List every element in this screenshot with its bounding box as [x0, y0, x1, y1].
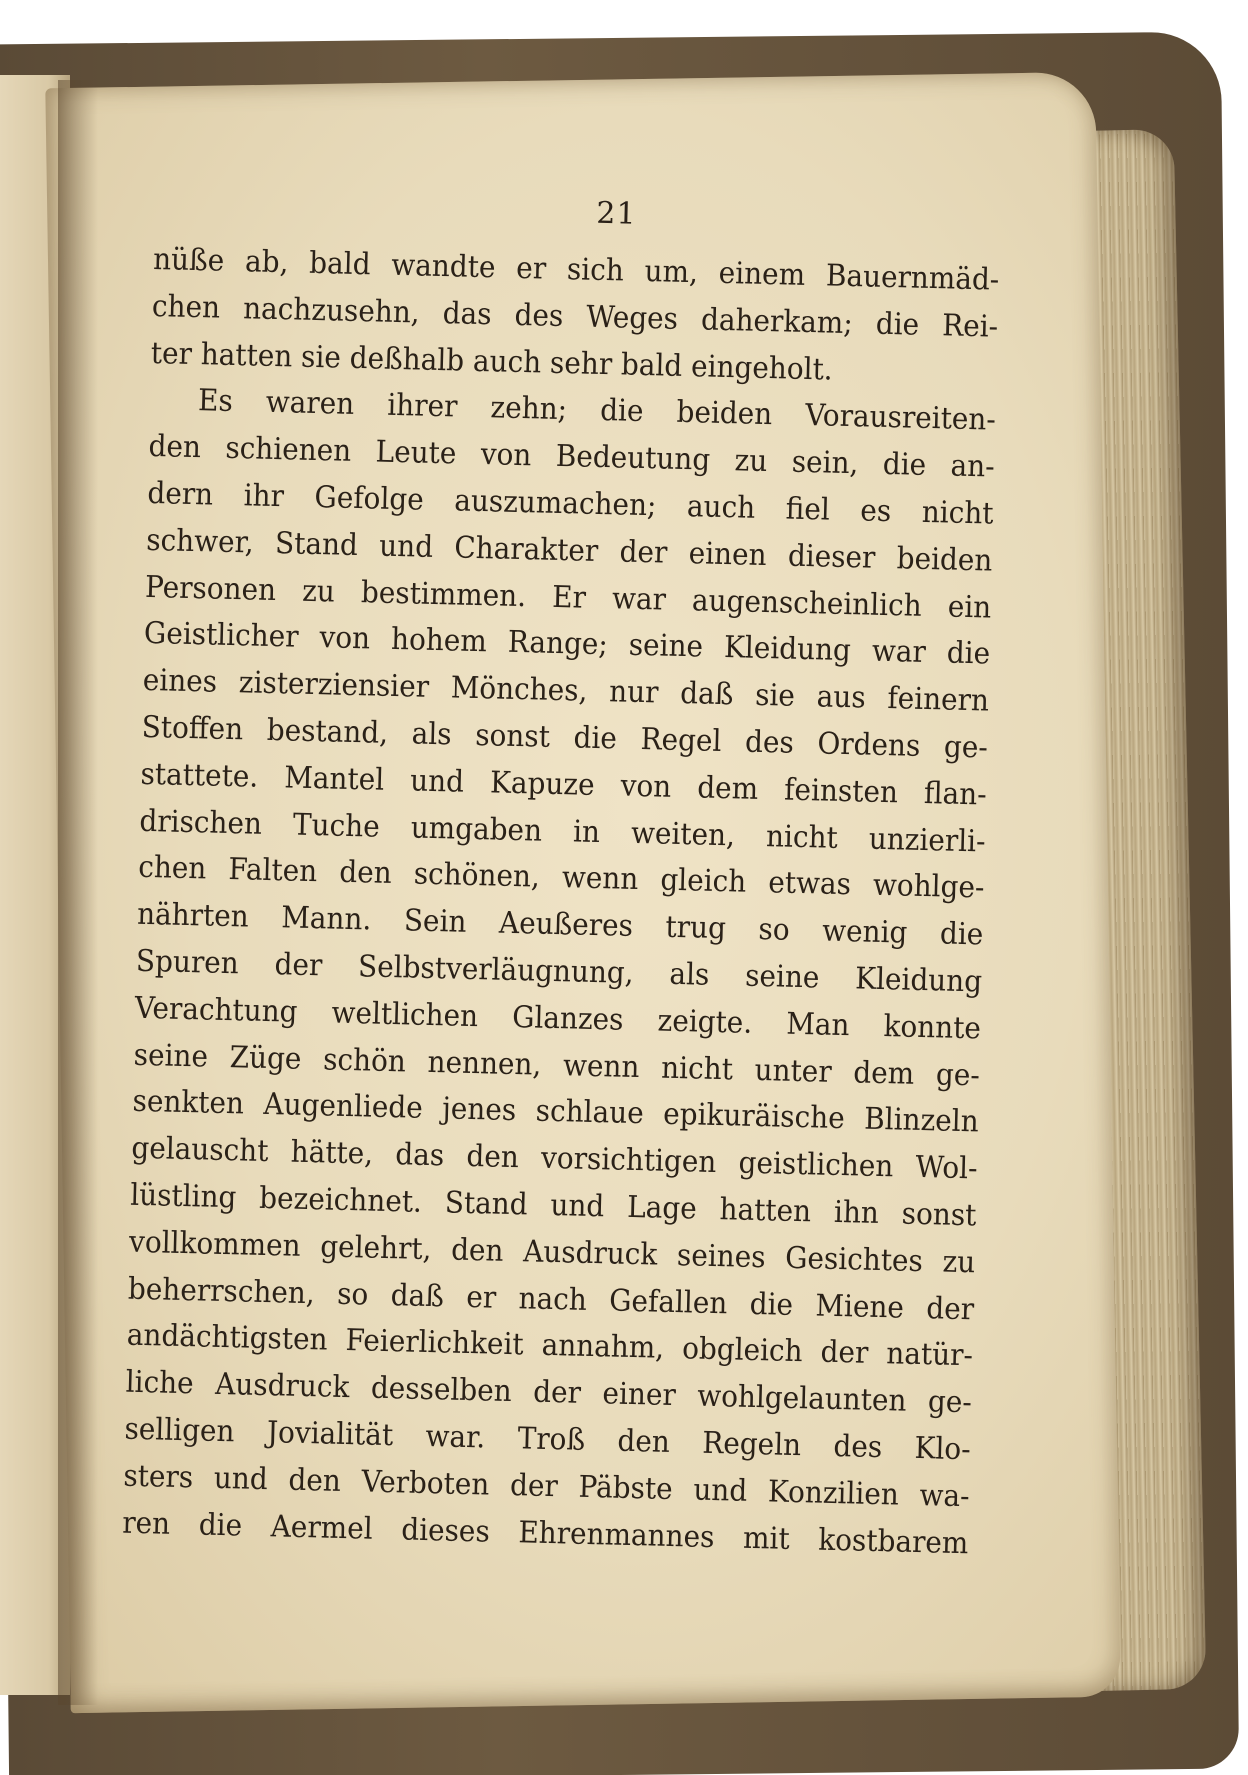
text-line: gelauscht hätte, das den vorsichtigen geistlichen Wol- — [131, 1130, 978, 1187]
text-line: schwer, Stand und Charakter der einen dieser beiden — [145, 522, 993, 579]
text-line: Geistlicher von hohem Range; seine Kleidung war die — [143, 616, 991, 672]
text-line: dern ihr Gefolge auszumachen; auch fiel es nicht — [147, 475, 994, 532]
page-gutter-shadow — [58, 80, 98, 1705]
text-line: andächtigsten Feierlichkeit annahm, obgleich der natür- — [126, 1317, 974, 1374]
text-line: Verachtung weltlichen Glanzes zeigte. Man konnte — [134, 990, 982, 1047]
text-line: sters und den Verboten der Päbste und Konzilien wa- — [123, 1458, 970, 1515]
text-line: chen nachzusehn, das des Weges daherkam; die Rei- — [151, 288, 999, 345]
text-lines — [122, 237, 999, 1568]
text-line: seine Züge schön nennen, wenn nicht unter dem ge- — [133, 1037, 981, 1093]
text-line: ren die Aermel dieses Ehrenmannes mit kostbarem — [121, 1505, 969, 1561]
text-line: Personen zu bestimmen. Er war augenscheinlich ein — [144, 569, 992, 626]
text-line: Stoffen bestand, als sonst die Regel des Ordens ge- — [141, 709, 989, 766]
text-line: drischen Tuche umgaben in weiten, nicht unzierli- — [139, 803, 986, 860]
text-line: lüstling bezeichnet. Stand und Lage hatten ihn sonst — [129, 1177, 977, 1234]
text-line: Spuren der Selbstverläugnung, als seine Kleidung — [135, 943, 983, 1000]
text-line: den schienen Leute von Bedeutung zu sein, die an- — [148, 429, 996, 485]
text-line: nüße ab, bald wandte er sich um, einem Bauernmäd- — [152, 241, 1000, 298]
text-line: stattete. Mantel und Kapuze von dem feinsten flan- — [140, 756, 988, 813]
page-number: 21 — [595, 195, 637, 232]
text-line: Es waren ihrer zehn; die beiden Vorausreiten- — [197, 383, 997, 438]
text-line: nährten Mann. Sein Aeußeres trug so wenig die — [136, 896, 984, 953]
text-line: eines zisterziensier Mönches, nur daß sie aus feinern — [142, 663, 990, 719]
text-line: beherrschen, so daß er nach Gefallen die Miene der — [127, 1271, 975, 1327]
text-line: ter hatten sie deßhalb auch sehr bald eingeholt. — [150, 335, 834, 388]
text-line: chen Falten den schönen, wenn gleich etwas wohlge- — [137, 850, 985, 906]
text-line: vollkommen gelehrt, den Ausdruck seines Gesichtes zu — [128, 1224, 976, 1281]
text-line: liche Ausdruck desselben der einer wohlgelaunten ge- — [125, 1364, 973, 1421]
text-line: selligen Jovialität war. Troß den Regeln des Klo- — [124, 1411, 972, 1468]
text-line: senkten Augenliede jenes schlaue epikuräische Blinzeln — [132, 1084, 980, 1140]
